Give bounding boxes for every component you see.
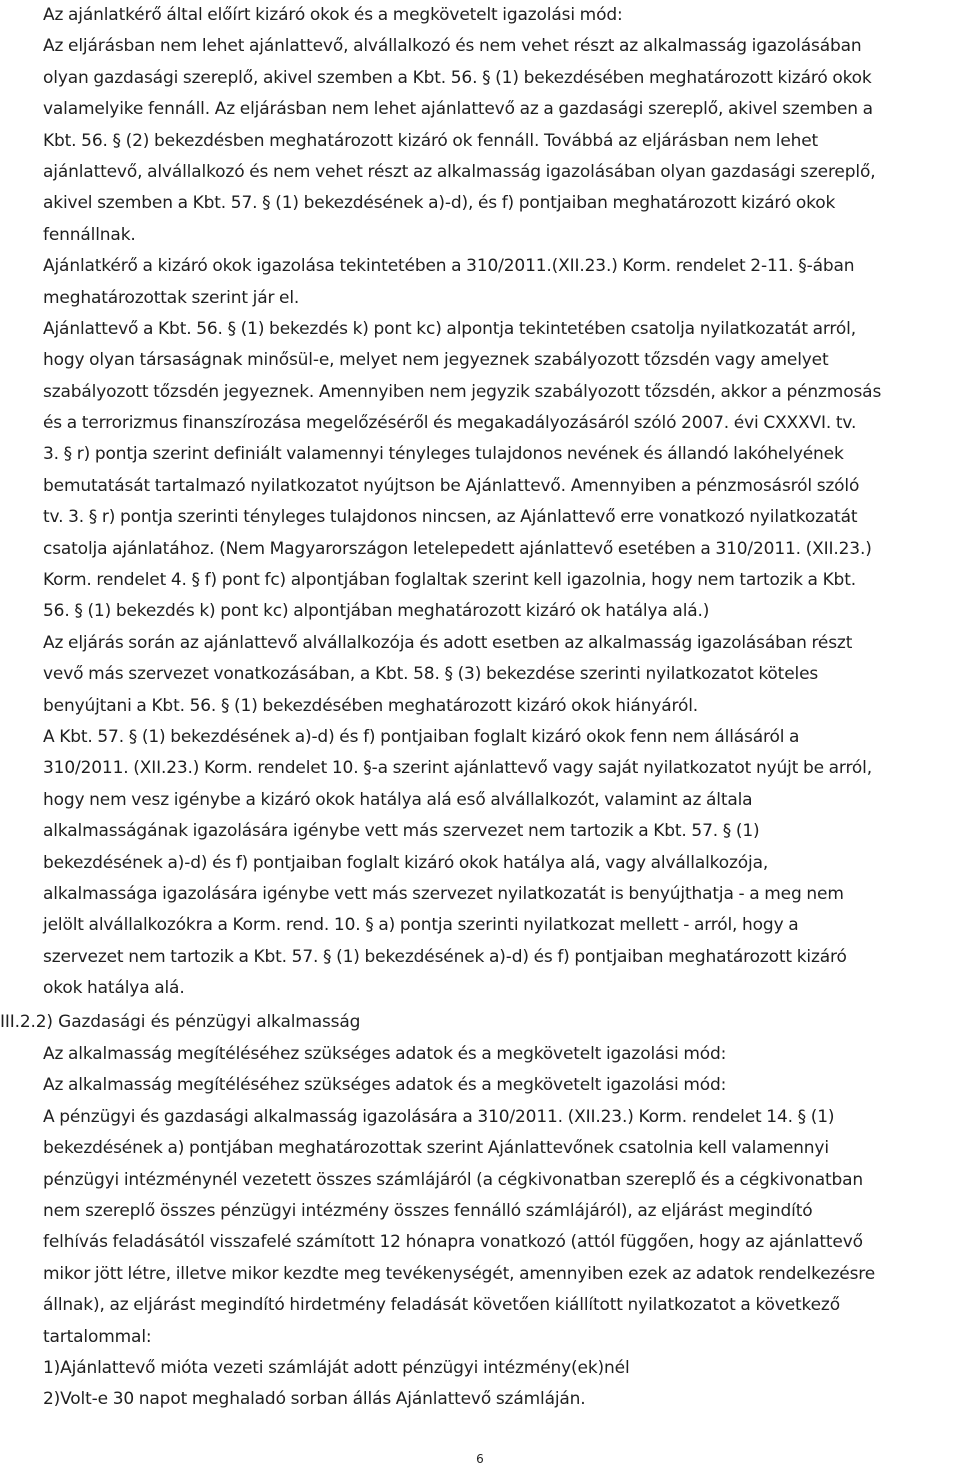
text-line: felhívás feladásától visszafelé számított 12 hónapra vonatkozó (attól függően, hogy az ajánlattevő xyxy=(43,1232,863,1253)
section-heading: III.2.2) Gazdasági és pénzügyi alkalmasság xyxy=(0,1012,361,1032)
text-line: hogy olyan társaságnak minősül-e, melyet nem jegyeznek szabályozott tőzsdén vagy amelyet xyxy=(43,350,829,371)
text-line: okok hatálya alá. xyxy=(43,978,185,999)
text-line: csatolja ajánlatához. (Nem Magyarországon letelepedett ajánlattevő esetében a 310/2011. (XII.23.) xyxy=(43,538,872,559)
text-line: Ajánlattevő a Kbt. 56. § (1) bekezdés k) pont kc) alpontja tekintetében csatolja nyilatkozatát arról, xyxy=(43,318,856,339)
exclusion-grounds-text xyxy=(43,0,958,1005)
text-line: hogy nem vesz igénybe a kizáró okok hatálya alá eső alvállalkozót, valamint az általa xyxy=(43,789,753,810)
text-line: Az eljárás során az ajánlattevő alvállalkozója és adott esetben az alkalmasság igazolásában részt xyxy=(43,632,853,653)
text-line: valamelyike fennáll. Az eljárásban nem lehet ajánlattevő az a gazdasági szereplő, akivel szemben a xyxy=(43,99,873,120)
text-line: 310/2011. (XII.23.) Korm. rendelet 10. §-a szerint ajánlattevő vagy saját nyilatkozatot nyújt be arról, xyxy=(43,758,873,779)
text-line: Kbt. 56. § (2) bekezdésben meghatározott kizáró ok fennáll. Továbbá az eljárásban nem lehet xyxy=(43,130,819,151)
text-line: Az eljárásban nem lehet ajánlattevő, alvállalkozó és nem vehet részt az alkalmasság igazolásában xyxy=(43,36,862,57)
text-line: A Kbt. 57. § (1) bekezdésének a)-d) és f) pontjaiban foglalt kizáró okok fenn nem állásáról a xyxy=(43,726,800,747)
text-line: 56. § (1) bekezdés k) pont kc) alpontjában meghatározott kizáró ok hatálya alá.) xyxy=(43,601,710,622)
text-line: Korm. rendelet 4. § f) pont fc) alpontjában foglaltak szerint kell igazolnia, hogy nem tartozik a Kbt. xyxy=(43,570,856,591)
text-line: pénzügyi intézménynél vezetett összes számlájáról (a cégkivonatban szereplő és a cégkivonatban xyxy=(43,1169,864,1190)
text-line: ajánlattevő, alvállalkozó és nem vehet részt az alkalmasság igazolásában olyan gazdasági szereplő, xyxy=(43,161,876,182)
text-line: meghatározottak szerint jár el. xyxy=(43,287,300,308)
text-line: szervezet nem tartozik a Kbt. 57. § (1) bekezdésének a)-d) és f) pontjaiban meghatározott kizáró xyxy=(43,946,847,967)
text-line: 1)Ajánlattevő mióta vezeti számláját adott pénzügyi intézmény(ek)nél xyxy=(43,1357,630,1378)
text-line: alkalmassága igazolására igénybe vett más szervezet nyilatkozatát is benyújthatja - a meg nem xyxy=(43,883,844,904)
text-line: fennállnak. xyxy=(43,224,136,245)
text-line: szabályozott tőzsdén jegyeznek. Amennyiben nem jegyzik szabályozott tőzsdén, akkor a pénzmosás xyxy=(43,381,882,402)
text-line: állnak), az eljárást megindító hirdetmény feladását követően kiállított nyilatkozatot a következő xyxy=(43,1295,840,1316)
text-line: tartalommal: xyxy=(43,1326,152,1347)
text-line: bekezdésének a)-d) és f) pontjaiban foglalt kizáró okok hatálya alá, vagy alvállalkozója, xyxy=(43,852,769,873)
text-line: Az alkalmasság megítéléséhez szükséges adatok és a megkövetelt igazolási mód: xyxy=(43,1075,727,1096)
text-line: Ajánlatkérő a kizáró okok igazolása tekintetében a 310/2011.(XII.23.) Korm. rendelet 2-11. §-ában xyxy=(43,256,855,277)
text-line: 3. § r) pontja szerint definiált valamennyi tényleges tulajdonos nevének és állandó lakóhelyének xyxy=(43,444,844,465)
text-line: bekezdésének a) pontjában meghatározottak szerint Ajánlattevőnek csatolnia kell valamennyi xyxy=(43,1138,829,1159)
text-line: tv. 3. § r) pontja szerinti tényleges tulajdonos nincsen, az Ajánlattevő erre vonatkozó nyilatkozatát xyxy=(43,507,858,528)
text-line: mikor jött létre, illetve mikor kezdte meg tevékenységét, amennyiben ezek az adatok rendelkezésre xyxy=(43,1263,876,1284)
text-line: alkalmasságának igazolására igénybe vett más szervezet nem tartozik a Kbt. 57. § (1) xyxy=(43,821,760,842)
text-line: Az alkalmasság megítéléséhez szükséges adatok és a megkövetelt igazolási mód: xyxy=(43,1044,727,1064)
text-line: bemutatását tartalmazó nyilatkozatot nyújtson be Ajánlattevő. Amennyiben a pénzmosásról szóló xyxy=(43,475,860,496)
text-line: A pénzügyi és gazdasági alkalmasság igazolására a 310/2011. (XII.23.) Korm. rendelet 14. § (1) xyxy=(43,1106,835,1127)
text-line: és a terrorizmus finanszírozása megelőzéséről és megakadályozásáról szóló 2007. évi CXXXVI. tv. xyxy=(43,413,857,434)
text-line: olyan gazdasági szereplő, akivel szemben a Kbt. 56. § (1) bekezdésében meghatározott kizáró okok xyxy=(43,67,872,88)
text-line: 2)Volt-e 30 napot meghaladó sorban állás Ajánlattevő számláján. xyxy=(43,1389,586,1410)
financial-suitability-text xyxy=(43,1039,958,1416)
text-line: vevő más szervezet vonatkozásában, a Kbt. 58. § (3) bekezdése szerinti nyilatkozatot köteles xyxy=(43,664,819,685)
text-line: jelölt alvállalkozókra a Korm. rend. 10. § a) pontja szerinti nyilatkozat mellett - arról, hogy a xyxy=(43,915,799,936)
page-number: 6 xyxy=(476,1452,484,1466)
text-line: benyújtani a Kbt. 56. § (1) bekezdésében meghatározott kizáró okok hiányáról. xyxy=(43,695,699,716)
text-line: nem szereplő összes pénzügyi intézmény összes fennálló számlájáról), az eljárást megindító xyxy=(43,1200,813,1221)
text-line: Az ajánlatkérő által előírt kizáró okok és a megkövetelt igazolási mód: xyxy=(43,5,623,25)
text-line: akivel szemben a Kbt. 57. § (1) bekezdésének a)-d), és f) pontjaiban meghatározott kizáró okok xyxy=(43,193,836,214)
